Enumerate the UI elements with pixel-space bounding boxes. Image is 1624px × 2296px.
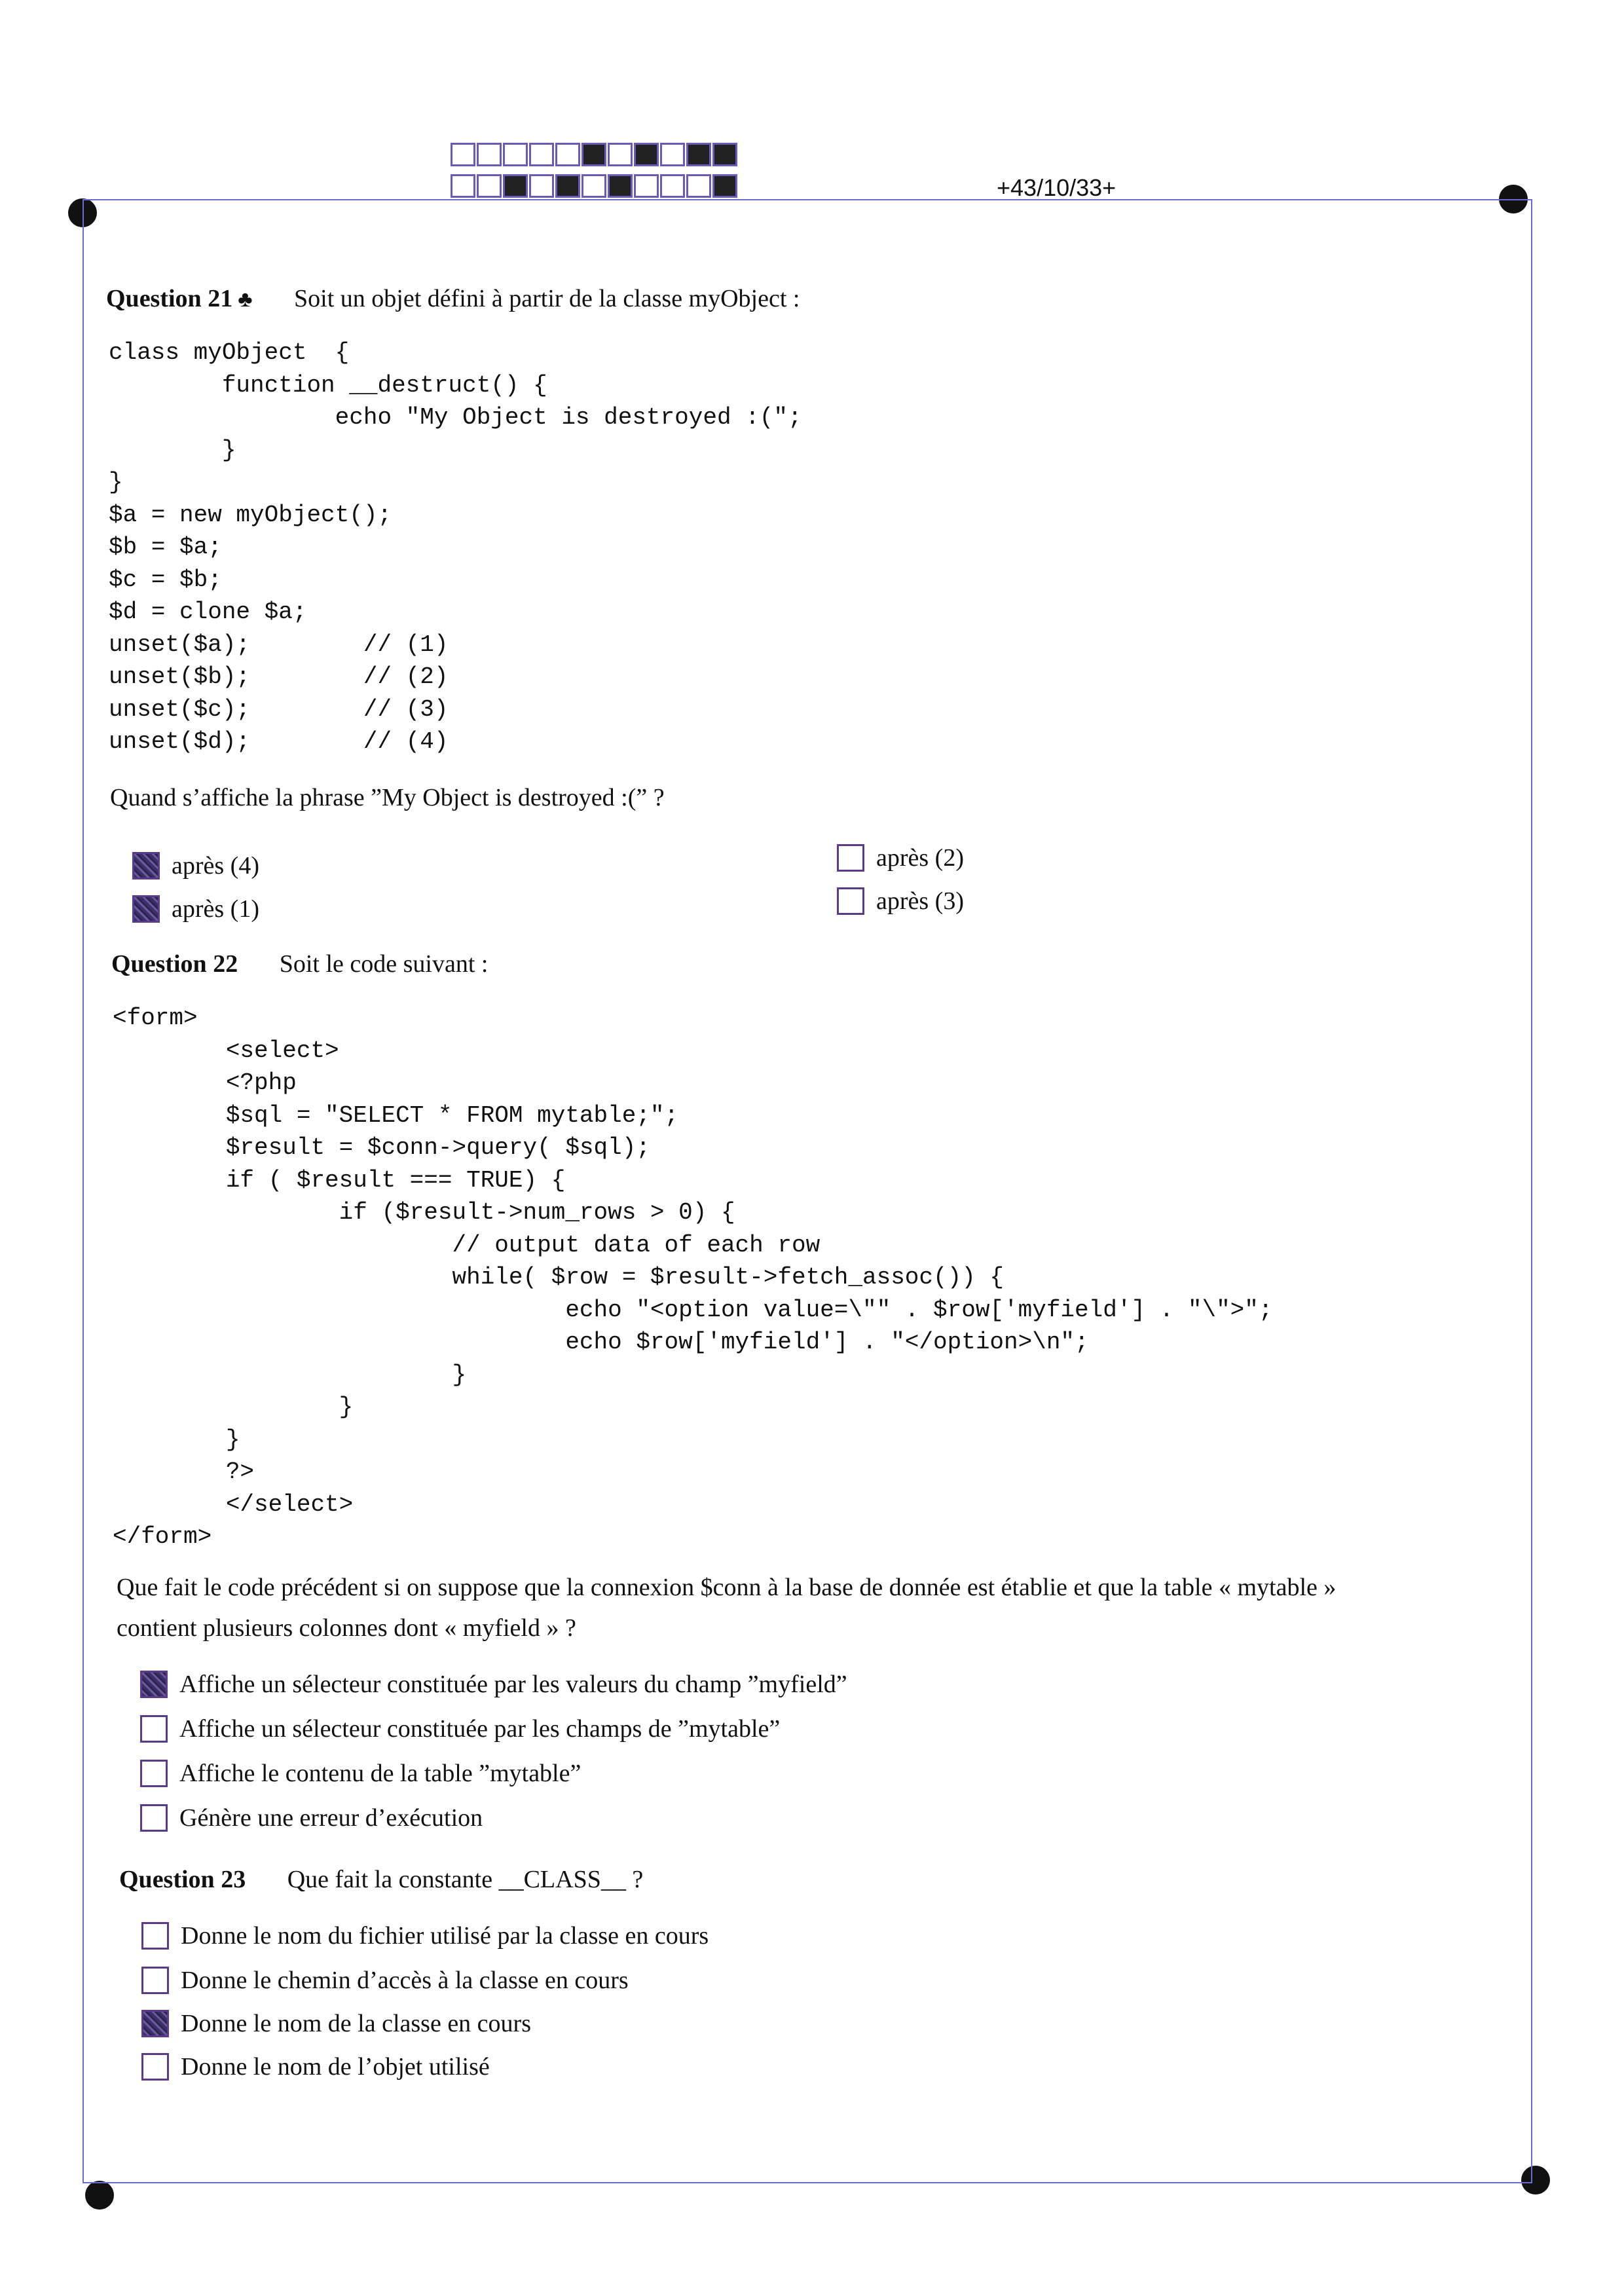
q21-option-4[interactable] <box>837 887 964 916</box>
q23-option-3[interactable] <box>141 2009 531 2038</box>
q23-option-4[interactable] <box>141 2052 490 2081</box>
q21-option-1[interactable] <box>132 851 259 880</box>
q22-option-3-checkbox[interactable] <box>140 1760 168 1787</box>
q23-option-1-label: Donne le nom du fichier utilisé par la classe en cours <box>181 1922 709 1950</box>
barcode-cell-row-1 <box>634 143 659 166</box>
question-22-title: Question 22 <box>111 950 238 978</box>
barcode-row-1 <box>451 143 739 166</box>
q21-option-2-label: après (1) <box>172 895 259 923</box>
barcode-cell-row-2 <box>555 174 580 198</box>
q21-option-4-label: après (3) <box>876 887 964 915</box>
q22-option-1-checkbox[interactable] <box>140 1671 168 1698</box>
question-23-header <box>119 1865 643 1894</box>
question-22-prompt: Soit le code suivant : <box>279 950 489 978</box>
barcode-cell-row-2 <box>529 174 554 198</box>
barcode-cell-row-1 <box>660 143 685 166</box>
club-icon: ♣ <box>238 287 253 312</box>
q23-option-4-label: Donne le nom de l’objet utilisé <box>181 2053 490 2081</box>
page-code: +43/10/33+ <box>997 174 1116 201</box>
barcode-cell-row-2 <box>608 174 633 198</box>
question-22-text-line-2: contient plusieurs colonnes dont « myfield » ? <box>117 1614 576 1642</box>
q21-option-3[interactable] <box>837 843 964 872</box>
barcode-cell-row-1 <box>477 143 502 166</box>
barcode-cell-row-1 <box>712 143 737 166</box>
question-22-header <box>111 950 488 978</box>
q22-option-1[interactable] <box>140 1670 847 1699</box>
q23-option-4-checkbox[interactable] <box>141 2053 169 2081</box>
question-22-text-line-1: Que fait le code précédent si on suppose que la connexion $conn à la base de donnée est établie et que la table « mytable » <box>117 1574 1337 1601</box>
q23-option-2[interactable] <box>141 1966 629 1995</box>
barcode-cell-row-1 <box>581 143 606 166</box>
barcode-cell-row-2 <box>712 174 737 198</box>
q23-option-2-checkbox[interactable] <box>141 1967 169 1994</box>
q21-option-3-label: après (2) <box>876 844 964 872</box>
barcode-cell-row-2 <box>634 174 659 198</box>
question-22-code: <form> <select> <?php $sql = "SELECT * FROM mytable;"; $result = $conn->query( $sql); if ( $result === TRUE) { if ($result->num_rows > 0) { // output data of each row while( $row = $result->fetch_assoc()) { echo "<option value=\"" . $row['myfield'] . "\">"; echo $row['myfield'] . "</option>\n"; } } } ?> </select> </form> <box>113 1005 1273 1550</box>
q23-option-1[interactable] <box>141 1921 709 1950</box>
q22-option-1-label: Affiche un sélecteur constituée par les valeurs du champ ”myfield” <box>179 1671 847 1698</box>
q23-option-3-label: Donne le nom de la classe en cours <box>181 2010 531 2037</box>
barcode-cell-row-2 <box>477 174 502 198</box>
q21-option-4-checkbox[interactable] <box>837 887 864 915</box>
q21-option-2[interactable] <box>132 895 259 923</box>
barcode-cell-row-1 <box>529 143 554 166</box>
q21-option-2-checkbox[interactable] <box>132 895 160 923</box>
q21-option-1-checkbox[interactable] <box>132 852 160 880</box>
q22-option-4-checkbox[interactable] <box>140 1804 168 1832</box>
barcode-cell-row-1 <box>608 143 633 166</box>
barcode-cell-row-2 <box>660 174 685 198</box>
barcode-row-2 <box>451 174 739 198</box>
q23-option-3-checkbox[interactable] <box>141 2010 169 2037</box>
barcode-cell-row-1 <box>451 143 475 166</box>
q22-option-4[interactable] <box>140 1804 483 1832</box>
q22-option-2-checkbox[interactable] <box>140 1715 168 1743</box>
barcode-cell-row-1 <box>503 143 528 166</box>
question-21-header <box>106 284 800 313</box>
question-21-prompt: Soit un objet défini à partir de la classe myObject : <box>294 285 800 312</box>
q21-option-3-checkbox[interactable] <box>837 844 864 872</box>
corner-mark-bottom-left <box>85 2181 114 2210</box>
q22-option-3[interactable] <box>140 1759 581 1788</box>
q23-option-2-label: Donne le chemin d’accès à la classe en cours <box>181 1967 629 1994</box>
question-21-code: class myObject { function __destruct() { echo "My Object is destroyed :("; } } $a = new myObject(); $b = $a; $c = $b; $d = clone $a; unset($a); // (1) unset($b); // (2) unset($c); // (3) unset($d); // (4) <box>109 339 802 755</box>
question-21-title: Question 21 ♣ <box>106 285 253 312</box>
barcode-cell-row-1 <box>686 143 711 166</box>
barcode-cell-row-2 <box>686 174 711 198</box>
q22-option-2-label: Affiche un sélecteur constituée par les champs de ”mytable” <box>179 1715 781 1743</box>
question-23-prompt: Que fait la constante __CLASS__ ? <box>287 1866 644 1893</box>
barcode-cell-row-2 <box>451 174 475 198</box>
q22-option-2[interactable] <box>140 1714 780 1743</box>
question-21-text: Quand s’affiche la phrase ”My Object is destroyed :(” ? <box>110 784 665 811</box>
barcode-cell-row-1 <box>555 143 580 166</box>
q21-option-1-label: après (4) <box>172 852 259 880</box>
barcode-cell-row-2 <box>581 174 606 198</box>
q22-option-4-label: Génère une erreur d’exécution <box>179 1804 483 1832</box>
barcode-cell-row-2 <box>503 174 528 198</box>
q22-option-3-label: Affiche le contenu de la table ”mytable” <box>179 1760 581 1787</box>
question-23-title: Question 23 <box>119 1866 246 1893</box>
q23-option-1-checkbox[interactable] <box>141 1922 169 1950</box>
